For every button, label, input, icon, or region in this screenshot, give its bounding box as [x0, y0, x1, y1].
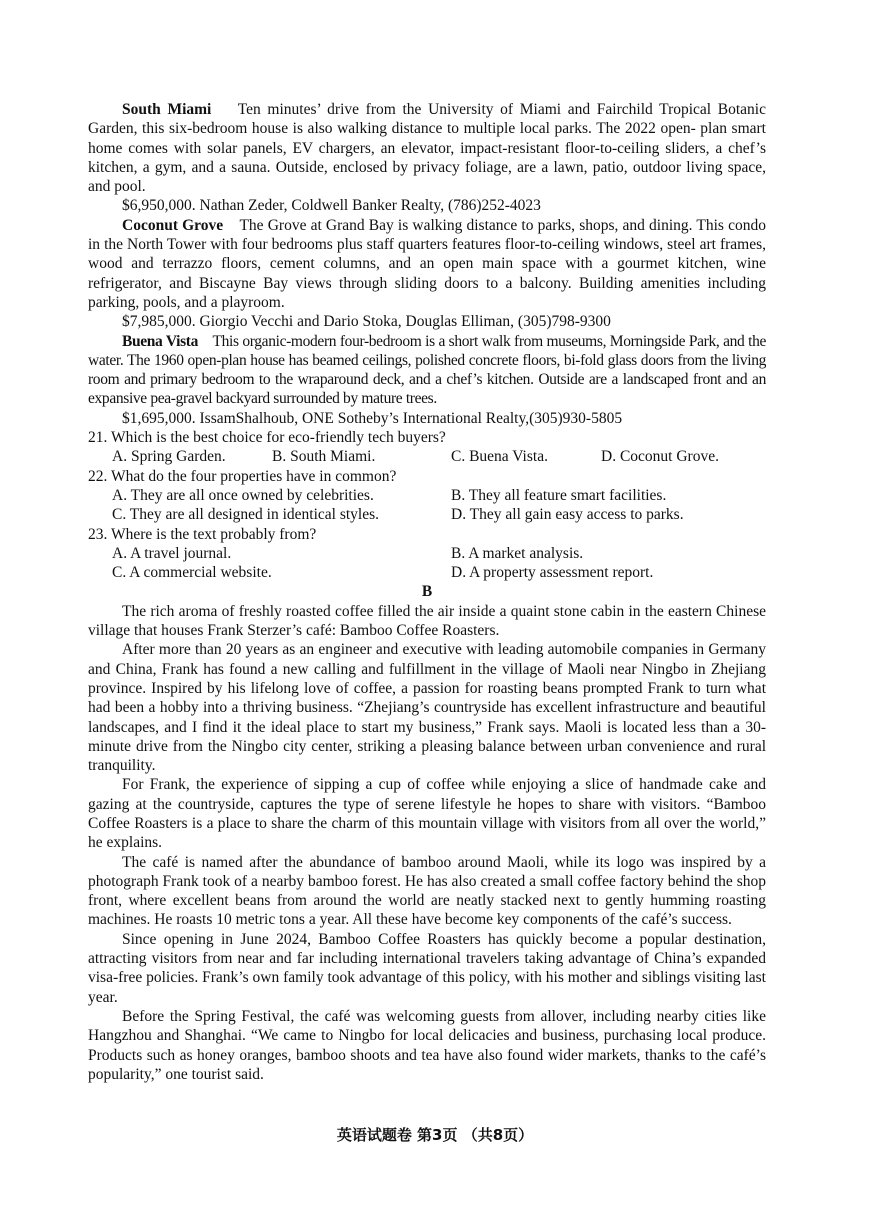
listing-name: Coconut Grove	[122, 216, 224, 234]
passage-paragraph: The rich aroma of freshly roasted coffee filled the air inside a quaint stone cabin in the eastern Chinese village that houses Frank Sterzer’s café: Bamboo Coffee Roasters.	[88, 602, 766, 640]
listing-name: Buena Vista	[122, 332, 198, 350]
passage-paragraph: For Frank, the experience of sipping a cup of coffee while enjoying a slice of handmade cake and gazing at the countryside, captures the type of serene lifestyle he hopes to share with visitors. “Bamboo Coffee Roasters is a place to share the charm of this mountain village with visitors from all over the world,” he explains.	[88, 776, 766, 852]
option-c: C. A commercial website.	[112, 564, 272, 582]
listing-description: This organic-modern four-bedroom is a short walk from museums, Morningside Park, and the water. The 1960 open-plan house has beamed ceilings, polished concrete floors, bi-fold glass doors from the living room and primary bedroom to the wraparound deck, and a chef’s kitchen. Outside are a landscaped front and an expansive pea-gravel backyard surrounded by mature trees.	[88, 332, 766, 408]
exam-page	[88, 100, 766, 1084]
option-d: D. They all gain easy access to parks.	[451, 506, 684, 524]
section-heading: B	[421, 583, 433, 601]
listing-name: South Miami	[122, 101, 212, 118]
page-footer: 英语试题卷 第3页 （共8页）	[336, 1126, 534, 1144]
listing-coconut-grove	[88, 216, 766, 312]
listing-description: The Grove at Grand Bay is walking distance to parks, shops, and dining. This condo in the North Tower with four bedrooms plus staff quarters features floor-to-ceiling windows, steel art frames, wood and terrazzo floors, cement columns, and an open main space with a gourmet kitchen, wine refrigerator, and Biscayne Bay views through sliding doors to a balcony. Building amenities including parking, pools, and a playroom.	[88, 216, 766, 311]
listing-description: Ten minutes’ drive from the University of Miami and Fairchild Tropical Botanic Garden, this six-bedroom house is also walking distance to multiple local parks. The 2022 open- plan smart home comes with solar panels, EV chargers, an elevator, impact-resistant floor-to-ceiling sliders, a chef’s kitchen, a gym, and a sauna. Outside, enclosed by privacy foliage, are a lawn, patio, outdoor living space, and pool.	[88, 101, 766, 196]
option-c: C. They are all designed in identical styles.	[112, 506, 380, 524]
question-stem: 23. Where is the text probably from?	[88, 525, 317, 543]
option-b: B. They all feature smart facilities.	[451, 486, 667, 504]
option-c: C. Buena Vista.	[451, 448, 548, 466]
option-a: A. A travel journal.	[112, 544, 232, 562]
listing-price-line: $6,950,000. Nathan Zeder, Coldwell Banker Realty, (786)252-4023	[122, 197, 541, 215]
passage-paragraph: Before the Spring Festival, the café was welcoming guests from allover, including nearby cities like Hangzhou and Shanghai. “We came to Ningbo for local delicacies and business, purchasing local produce. Products such as honey oranges, bamboo shoots and tea have also found wider markets, thanks to the café’s popularity,” one tourist said.	[88, 1007, 766, 1083]
question-options	[88, 544, 766, 563]
passage-paragraph: The café is named after the abundance of bamboo around Maoli, while its logo was inspired by a photograph Frank took of a nearby bamboo forest. He has also created a small coffee factory behind the shop front, where excellent beans from around the world are neatly stacked next to gently humming roasting machines. He roasts 10 metric tons a year. All these have become key components of the café’s success.	[88, 853, 766, 929]
option-a: A. Spring Garden.	[112, 448, 226, 466]
listing-buena-vista	[88, 332, 766, 409]
question-options	[88, 505, 766, 524]
question-options	[88, 563, 766, 582]
question-options	[88, 486, 766, 505]
option-b: B. South Miami.	[272, 448, 376, 466]
listing-price-line: $1,695,000. IssamShalhoub, ONE Sotheby’s International Realty,(305)930-5805	[122, 409, 623, 427]
option-d: D. Coconut Grove.	[601, 448, 719, 466]
option-a: A. They are all once owned by celebrities.	[112, 486, 374, 504]
question-stem: 22. What do the four properties have in common?	[88, 467, 397, 485]
listing-price-line: $7,985,000. Giorgio Vecchi and Dario Stoka, Douglas Elliman, (305)798-9300	[122, 313, 611, 331]
option-d: D. A property assessment report.	[451, 564, 654, 582]
question-options	[88, 447, 766, 466]
question-stem: 21. Which is the best choice for eco-friendly tech buyers?	[88, 429, 446, 447]
option-b: B. A market analysis.	[451, 544, 584, 562]
listing-south-miami	[88, 100, 766, 196]
passage-paragraph: After more than 20 years as an engineer and executive with leading automobile companies in Germany and China, Frank has found a new calling and fulfillment in the village of Maoli near Ningbo in Zhejiang province. Inspired by his lifelong love of coffee, a passion for roasting beans prompted Frank to turn what had been a hobby into a thriving business. “Zhejiang’s countryside has excellent infrastructure and beautiful landscapes, and I find it the ideal place to start my business,” Frank says. Maoli is located less than a 30-minute drive from the Ningbo city center, striking a pleasing balance between urban convenience and rural tranquility.	[88, 641, 766, 775]
passage-paragraph: Since opening in June 2024, Bamboo Coffee Roasters has quickly become a popular destination, attracting visitors from near and far including international travelers taking advantage of China’s expanded visa-free policies. Frank’s own family took advantage of this policy, with his mother and siblings visiting last year.	[88, 930, 766, 1006]
